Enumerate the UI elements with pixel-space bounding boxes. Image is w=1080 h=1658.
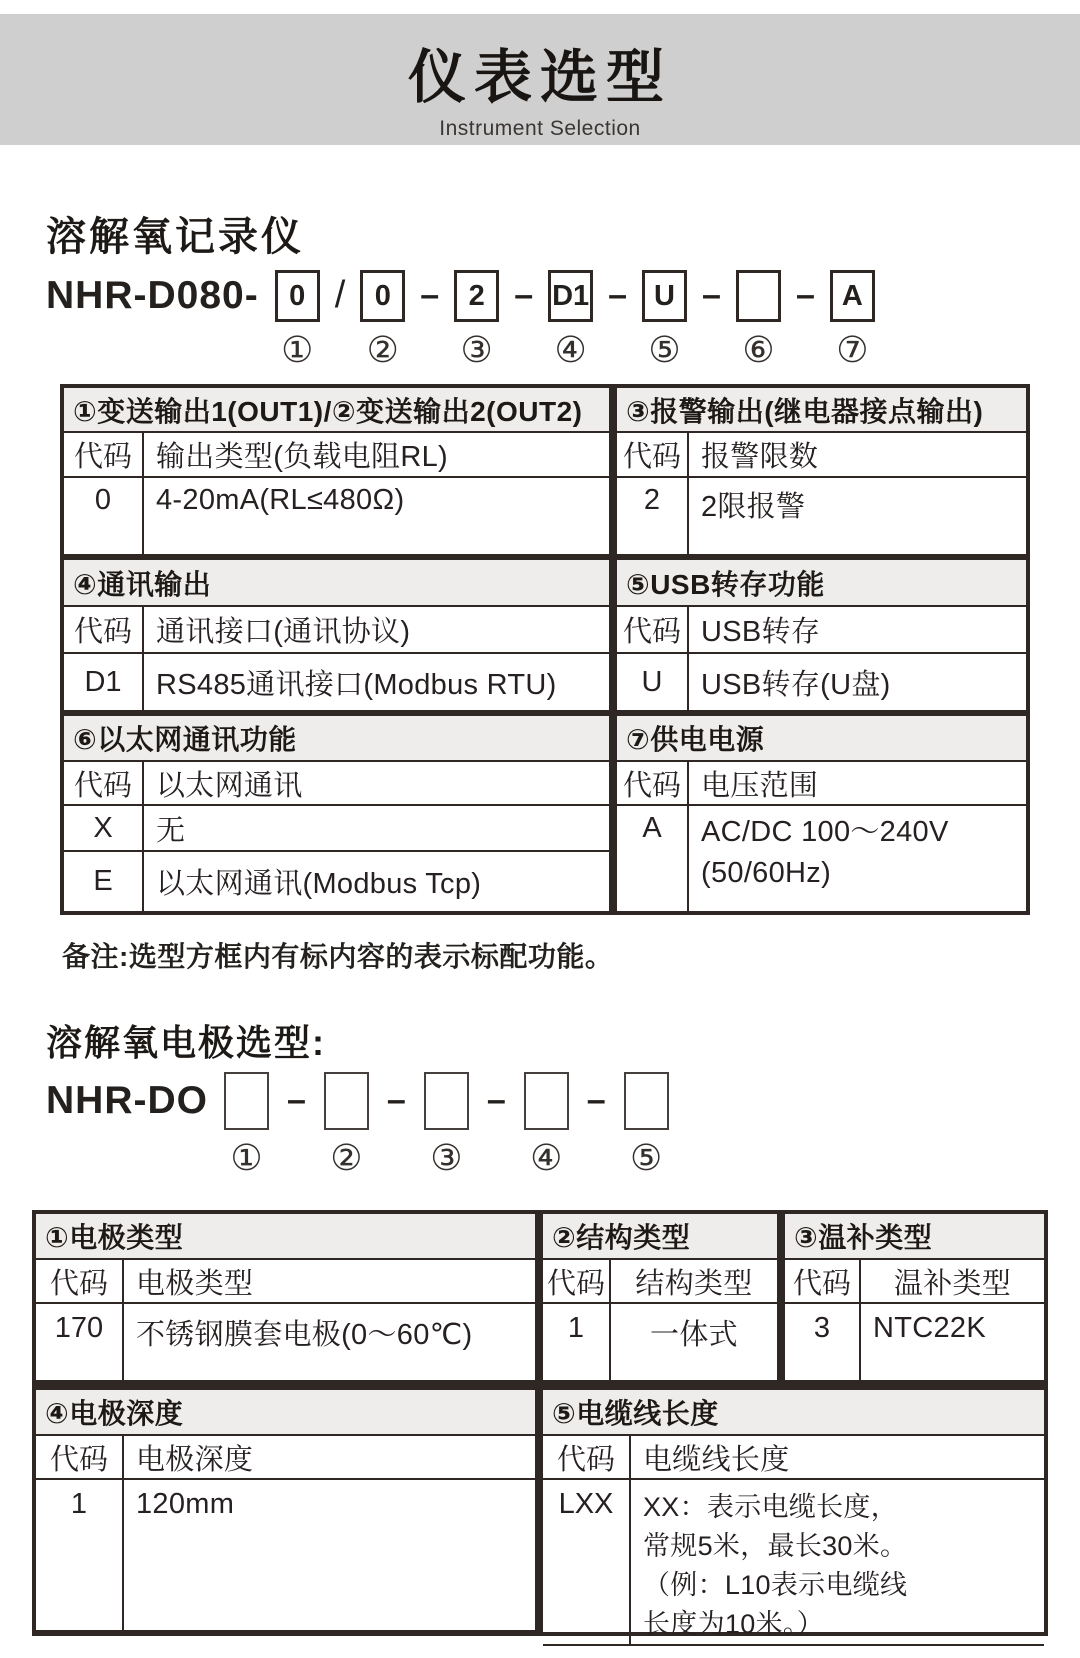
slot-index-label: ④: [530, 1137, 563, 1178]
slot-index-label: ①: [230, 1137, 263, 1178]
desc-cell: USB转存(U盘): [701, 668, 891, 701]
model-slot-box-empty: [736, 270, 781, 322]
section-header: ①电极类型: [36, 1214, 535, 1260]
desc-header-cell: 报警限数: [701, 441, 819, 473]
model-slot-box-empty: [624, 1072, 669, 1130]
cable-length-line2: 常规5米，最长30米。: [643, 1531, 908, 1561]
electrode-model-code-row: [46, 1072, 1080, 1176]
model-slot-2: [324, 1072, 369, 1176]
page-subtitle: Instrument Selection: [439, 117, 641, 140]
desc-cell: 一体式: [650, 1319, 738, 1351]
model-slot-box-empty: [424, 1072, 469, 1130]
model-separator: –: [420, 276, 440, 314]
model-slot-3: [424, 1072, 469, 1176]
section-usb: [617, 554, 1026, 710]
desc-cell: NTC22K: [873, 1312, 986, 1344]
column-header-row: [617, 433, 1026, 478]
desc-cell: 无: [156, 814, 186, 847]
slot-index-label: ⑦: [836, 329, 869, 370]
code-cell: 1: [36, 1480, 124, 1630]
slot-index-label: ⑤: [648, 329, 681, 370]
cable-length-line3: （例：L10表示电缆线: [643, 1570, 908, 1600]
code-header-cell: 代码: [543, 1260, 611, 1302]
model-slot-box: A: [830, 270, 875, 322]
page-title: 仪表选型: [407, 45, 672, 110]
code-header-cell: 代码: [36, 1436, 124, 1478]
slot-index-label: ②: [366, 329, 399, 370]
section-header: ②结构类型: [543, 1214, 777, 1260]
code-cell: LXX: [543, 1480, 631, 1644]
section-header: ⑦供电电源: [617, 716, 1026, 762]
table-row: [36, 1480, 535, 1632]
electrode-table-lower: [32, 1386, 1048, 1639]
slot-index-label: ②: [330, 1137, 363, 1178]
recorder-heading: 溶解氧记录仪: [46, 215, 304, 259]
desc-header-cell: 电压范围: [701, 769, 819, 802]
recorder-model-code-row: [46, 270, 1080, 368]
desc-cell: 4-20mA(RL≤480Ω): [156, 484, 405, 516]
desc-cell: 120mm: [136, 1488, 235, 1520]
code-header-cell: 代码: [543, 1436, 631, 1478]
model-separator: –: [386, 1081, 406, 1119]
column-header-row: [543, 1436, 1044, 1480]
column-header-row: [64, 762, 609, 806]
desc-header-cell: 电极深度: [136, 1443, 254, 1476]
column-header-row: [64, 433, 609, 478]
section-ethernet: [64, 710, 609, 911]
desc-header-cell: 电缆线长度: [643, 1443, 790, 1476]
model-separator: –: [586, 1081, 606, 1119]
section-structure-type: [539, 1210, 781, 1386]
section-cable-length: [539, 1386, 1048, 1639]
section-transmit-output: [64, 388, 609, 554]
section-alarm-output: [617, 388, 1026, 554]
code-header-cell: 代码: [785, 1260, 861, 1302]
model-slot-box-empty: [324, 1072, 369, 1130]
section-header: ③温补类型: [785, 1214, 1044, 1260]
model-slot-4: [524, 1072, 569, 1176]
voltage-range-line1: AC/DC 100～240V: [701, 816, 949, 848]
desc-header-cell: 输出类型(负载电阻RL): [156, 441, 448, 473]
model-slot-box-empty: [224, 1072, 269, 1130]
code-header-cell: 代码: [617, 607, 689, 652]
table-row: [64, 654, 609, 710]
table-row: [617, 654, 1026, 710]
code-header-cell: 代码: [617, 433, 689, 476]
section-header: ①变送输出1(OUT1)/②变送输出2(OUT2): [64, 388, 609, 433]
model-separator: –: [795, 276, 815, 314]
code-cell: U: [617, 654, 689, 710]
model-slot-box: 0: [275, 270, 320, 322]
column-header-row: [543, 1260, 777, 1304]
code-cell: E: [64, 852, 144, 911]
desc-header-cell: 通讯接口(通讯协议): [156, 616, 411, 648]
section-header: ③报警输出(继电器接点输出): [617, 388, 1026, 433]
table-row: [64, 852, 609, 911]
recorder-table-left-half: [60, 384, 613, 915]
code-cell: 1: [543, 1304, 611, 1380]
column-header-row: [36, 1436, 535, 1480]
code-cell: D1: [64, 654, 144, 710]
slot-index-label: ⑤: [630, 1137, 663, 1178]
model-slot-box: 0: [360, 270, 405, 322]
page-banner: [0, 14, 1080, 145]
desc-cell: [631, 1480, 1044, 1644]
code-header-cell: 代码: [64, 762, 144, 804]
cable-length-line4: 长度为10米。）: [643, 1609, 824, 1639]
recorder-selection-table: [60, 384, 1080, 915]
model-separator: –: [486, 1081, 506, 1119]
column-header-row: [617, 607, 1026, 654]
section-header: ④电极深度: [36, 1390, 535, 1436]
section-power: [617, 710, 1026, 911]
electrode-table-upper: [32, 1210, 1048, 1386]
voltage-range-line2: (50/60Hz): [701, 856, 832, 889]
slot-index-label: ①: [281, 329, 314, 370]
code-header-cell: 代码: [617, 762, 689, 804]
desc-header-cell: 电极类型: [136, 1267, 254, 1300]
code-cell: 3: [785, 1304, 861, 1380]
note-text: 备注:选型方框内有标内容的表示标配功能。: [62, 941, 614, 972]
desc-cell: 以太网通讯(Modbus Tcp): [156, 868, 482, 900]
section-comm-output: [64, 554, 609, 710]
table-row: [64, 478, 609, 554]
desc-header-cell: 以太网通讯: [156, 769, 303, 802]
desc-header-cell: 结构类型: [635, 1267, 753, 1300]
model-slot-6: [736, 270, 781, 368]
model-separator: –: [608, 276, 628, 314]
column-header-row: [64, 607, 609, 654]
model-slot-box: U: [642, 270, 687, 322]
section-header: ④通讯输出: [64, 560, 609, 607]
section-temp-compensation: [781, 1210, 1048, 1386]
table-row: [36, 1304, 535, 1382]
model-slot-2: [360, 270, 405, 368]
code-cell: X: [64, 806, 144, 850]
section-electrode-depth: [32, 1386, 539, 1636]
slot-index-label: ④: [554, 329, 587, 370]
model-slot-box: D1: [548, 270, 593, 322]
model-slot-box-empty: [524, 1072, 569, 1130]
recorder-model-prefix: NHR-D080-: [46, 274, 259, 317]
electrode-model-prefix: NHR-DO: [46, 1079, 208, 1122]
electrode-selection-table: [32, 1210, 1048, 1639]
code-cell: 0: [64, 478, 144, 554]
model-slot-7: [830, 270, 875, 368]
table-row: [543, 1304, 777, 1382]
cable-length-line1: XX：表示电缆长度，: [643, 1492, 899, 1522]
desc-cell: RS485通讯接口(Modbus RTU): [156, 668, 557, 701]
slot-index-label: ⑥: [742, 329, 775, 370]
section-header: ⑤电缆线长度: [543, 1390, 1044, 1436]
table-row: [785, 1304, 1044, 1382]
model-separator: /: [334, 274, 346, 316]
model-slot-4: [548, 270, 593, 368]
model-slot-5: [642, 270, 687, 368]
table-row: [543, 1480, 1044, 1646]
section-electrode-type: [32, 1210, 539, 1386]
column-header-row: [617, 762, 1026, 806]
table-row: [617, 806, 1026, 911]
code-header-cell: 代码: [64, 433, 144, 476]
desc-cell: 2限报警: [701, 491, 806, 523]
desc-header-cell: 温补类型: [893, 1267, 1012, 1300]
model-separator: –: [286, 1081, 306, 1119]
desc-cell: [689, 806, 1026, 911]
model-separator: –: [702, 276, 721, 314]
model-slot-3: [454, 270, 499, 368]
desc-header-cell: USB转存: [701, 616, 821, 648]
electrode-heading: 溶解氧电极选型:: [46, 1022, 326, 1063]
section-header: ⑥以太网通讯功能: [64, 716, 609, 762]
model-slot-box: 2: [454, 270, 499, 322]
slot-index-label: ③: [430, 1137, 463, 1178]
desc-cell: 不锈钢膜套电极(0～60℃): [136, 1319, 473, 1351]
slot-index-label: ③: [460, 329, 493, 370]
table-row: [617, 478, 1026, 554]
code-cell: 170: [36, 1304, 124, 1380]
model-slot-1: [224, 1072, 269, 1176]
model-separator: –: [514, 276, 534, 314]
recorder-table-right-half: [613, 384, 1030, 915]
code-header-cell: 代码: [36, 1260, 124, 1302]
column-header-row: [36, 1260, 535, 1304]
table-row: [64, 806, 609, 852]
section-header: ⑤USB转存功能: [617, 560, 1026, 607]
model-slot-5: [624, 1072, 669, 1176]
code-cell: 2: [617, 478, 689, 554]
column-header-row: [785, 1260, 1044, 1304]
model-slot-1: [275, 270, 320, 368]
code-header-cell: 代码: [64, 607, 144, 652]
code-cell: A: [617, 806, 689, 911]
